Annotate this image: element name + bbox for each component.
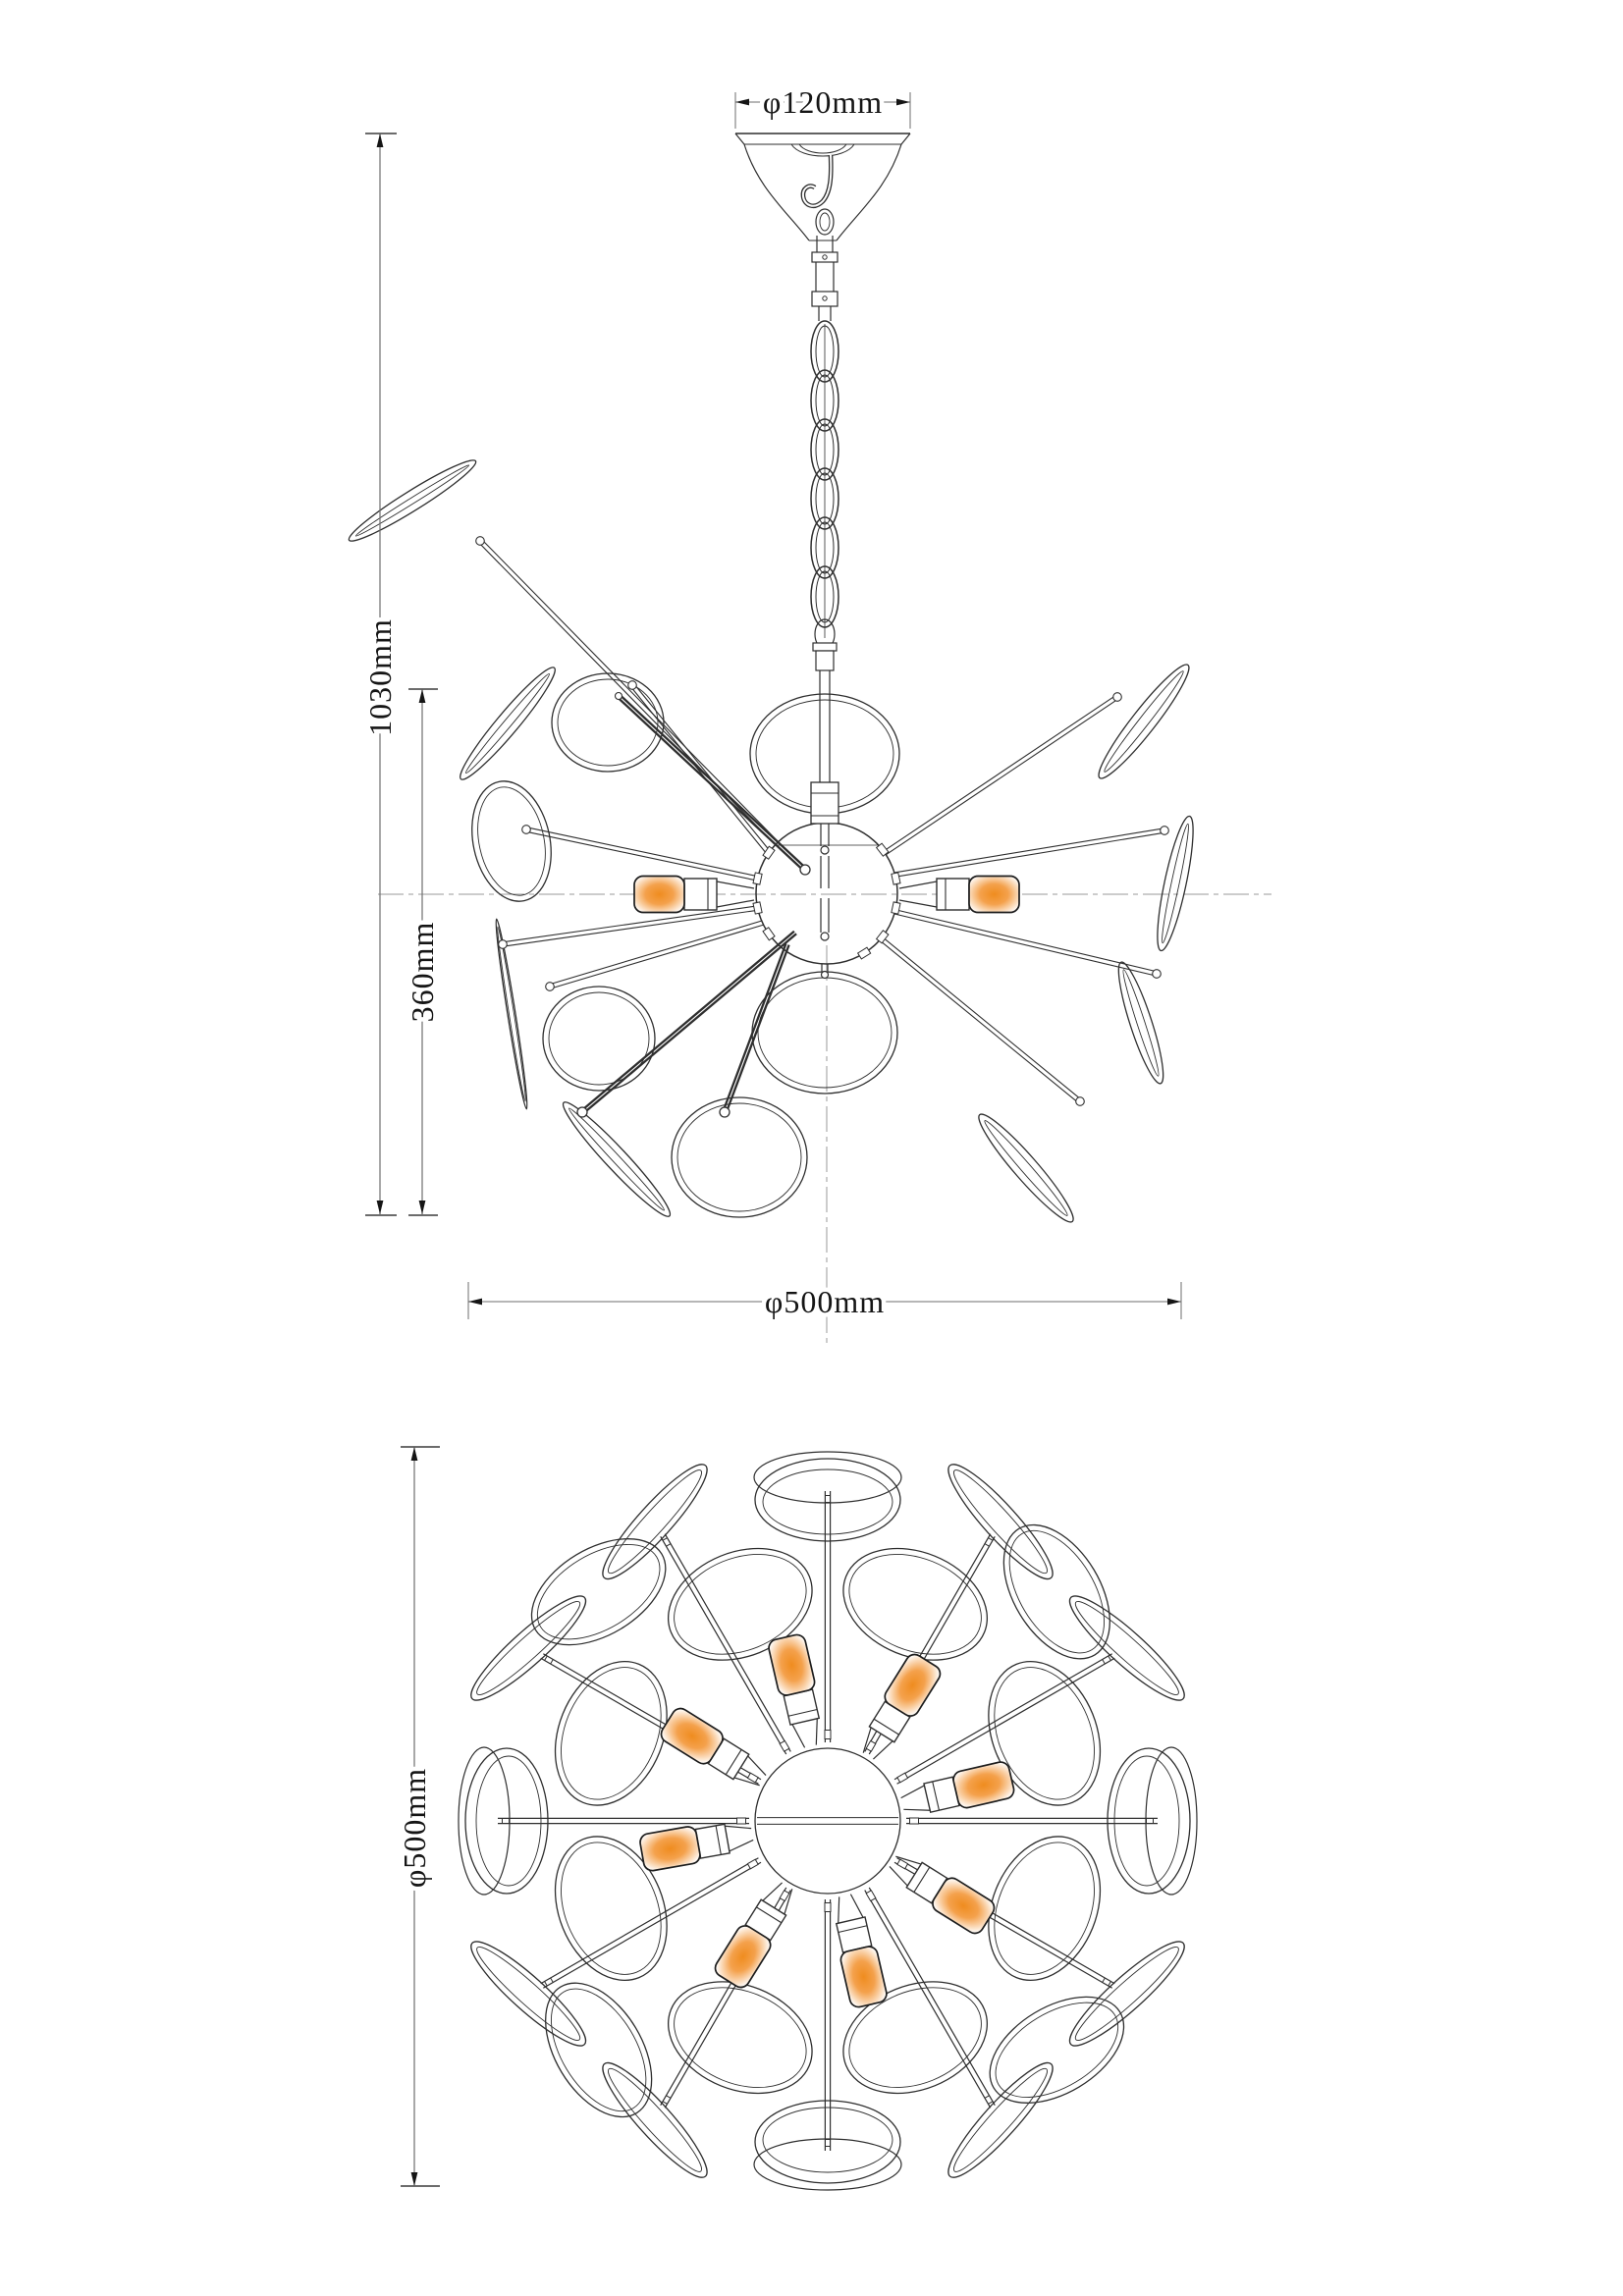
body-height-dim: 360mm	[405, 921, 440, 1023]
connector-nut	[503, 1819, 510, 1824]
connector-nut	[826, 1496, 831, 1503]
disc-lens	[556, 1095, 677, 1224]
connector-nut	[753, 902, 762, 914]
connector-nut	[825, 1903, 831, 1912]
canopy-diameter-dim: φ120mm	[762, 84, 884, 120]
connector-nut	[985, 2096, 993, 2105]
connector-nut	[866, 1740, 876, 1751]
connector-nut	[892, 873, 900, 884]
overall-height-dim: 1030mm	[362, 618, 398, 736]
light-bulb	[898, 1760, 1016, 1822]
disc-ring	[461, 774, 562, 909]
disc-lens	[1151, 814, 1201, 953]
connector-nut	[663, 1538, 671, 1547]
connector-nut	[753, 873, 762, 884]
connector-nut	[825, 1731, 831, 1739]
body-diameter-dim: φ500mm	[764, 1284, 886, 1319]
bulb-socket	[684, 879, 717, 910]
bulb-glass	[634, 877, 684, 913]
disc-lens	[493, 919, 531, 1110]
connector-nut	[545, 1656, 554, 1664]
connector-nut	[747, 1859, 758, 1869]
connector-nut	[1103, 1978, 1111, 1986]
connector-nut	[1147, 1819, 1154, 1824]
bulb-glass	[839, 1945, 889, 2008]
connector-nut	[747, 1773, 758, 1783]
connector-nut	[866, 1891, 876, 1901]
bulb-glass	[767, 1633, 816, 1697]
disc-ring	[552, 673, 664, 772]
connector-nut	[985, 1538, 993, 1547]
bulb-socket	[937, 879, 969, 910]
disc-lens	[453, 661, 563, 786]
dimension-labels	[362, 84, 885, 1888]
bulb-glass	[951, 1760, 1015, 1809]
connector-nut	[897, 1773, 908, 1783]
disc-lens	[344, 453, 481, 549]
light-bulb	[827, 1892, 889, 2009]
light-bulb	[767, 1633, 829, 1751]
plan-diameter-dim: φ500mm	[397, 1767, 432, 1889]
connector-nut	[897, 1859, 908, 1869]
connector-nut	[1103, 1656, 1111, 1664]
plan-view	[401, 1447, 1197, 2190]
connector-nut	[910, 1818, 919, 1824]
side-view	[344, 92, 1271, 1347]
connector-nut	[780, 1740, 789, 1751]
connector-nut	[892, 902, 900, 914]
disc-ring	[543, 987, 655, 1091]
bulb-socket	[695, 1824, 730, 1858]
connector-nut	[780, 1891, 789, 1901]
side-dimensions	[365, 92, 1181, 1319]
bulb-glass	[639, 1826, 702, 1872]
light-bulb	[634, 877, 754, 913]
connector-nut	[858, 947, 871, 959]
connector-nut	[737, 1818, 746, 1824]
connector-nut	[826, 2140, 831, 2147]
disc-lens	[971, 1107, 1082, 1229]
bulb-glass	[969, 877, 1019, 913]
disc-lens	[1110, 959, 1170, 1087]
connector-nut	[663, 2096, 671, 2105]
disc-lens	[1091, 658, 1198, 785]
connector-nut	[545, 1978, 554, 1986]
disc-ring	[672, 1097, 807, 1217]
